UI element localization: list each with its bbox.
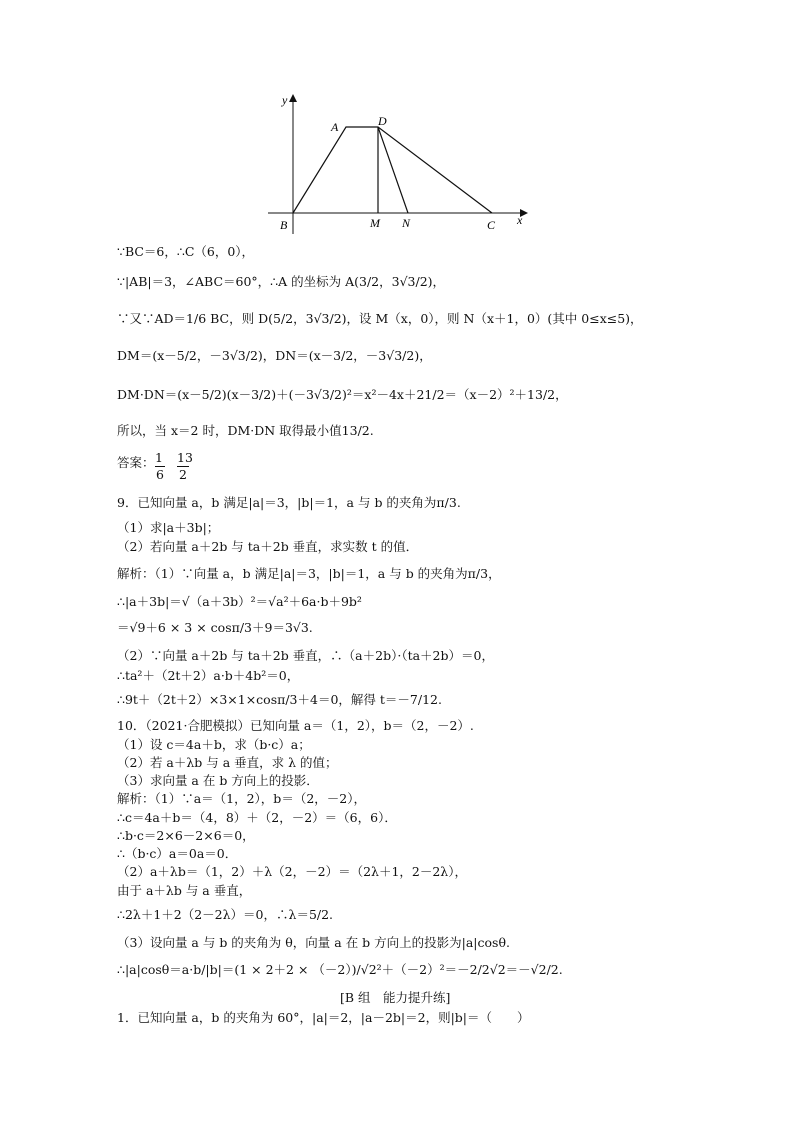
label-y: y <box>282 93 288 107</box>
text-line: ∵又∵AD＝1/6 BC，则 D(5/2，3√3/2)，设 M（x，0），则 N（x＋1，0）(其中 0≤x≤5)， <box>117 311 643 326</box>
solution-line: ∴b·c＝2×6－2×6＝0， <box>117 828 255 843</box>
question-b1: 1．已知向量 a，b 的夹角为 60°，|a|＝2，|a－2b|＝2，则|b|＝（ ） <box>117 1010 530 1025</box>
label-C: C <box>487 218 496 232</box>
solution-line: （2）a＋λb＝（1，2）＋λ（2，－2）＝（2λ＋1，2－2λ）， <box>117 864 467 879</box>
text-line: ∵BC＝6，∴C（6，0）， <box>117 244 255 259</box>
question-9-part-2: （2）若向量 a＋2b 与 ta＋2b 垂直，求实数 t 的值． <box>117 539 419 554</box>
answer-fractions <box>155 450 215 490</box>
label-N: N <box>402 216 411 230</box>
y-axis-arrow <box>289 94 297 102</box>
label-B: B <box>280 218 288 232</box>
solution-line: 解析：（1）∵a＝（1，2），b＝（2，－2）， <box>117 791 366 806</box>
text-line: 所以，当 x＝2 时，DM·DN 取得最小值13/2. <box>117 423 374 438</box>
label-D: D <box>378 114 387 128</box>
question-9-part-1: （1）求|a＋3b|； <box>117 520 220 535</box>
section-heading: [B 组 能力提升练] <box>340 990 451 1005</box>
question-10-part-1: （1）设 c＝4a＋b，求（b·c）a； <box>117 737 311 752</box>
solution-line: 解析：（1）∵向量 a，b 满足|a|＝3，|b|＝1，a 与 b 的夹角为π/3， <box>117 566 501 581</box>
answer-den-1: 6 <box>156 467 164 482</box>
label-M: M <box>370 216 380 230</box>
text-line: DM·DN＝(x－5/2)(x－3/2)＋(－3√3/2)²＝x²－4x＋21/2＝（x－2）²＋13/2， <box>117 387 568 402</box>
solution-line: ∴|a|cosθ＝a·b/|b|＝(1 × 2＋2 × （－2）)/√2²＋（－2）²＝－2/2√2＝－√2/2. <box>117 962 563 977</box>
question-10-part-2: （2）若 a＋λb 与 a 垂直，求 λ 的值； <box>117 755 338 770</box>
segment-DN <box>378 127 408 213</box>
answer-label: 答案： <box>117 455 155 470</box>
solution-line: ∴ta²＋（2t＋2）a·b＋4b²＝0， <box>117 668 300 683</box>
trapezoid-coordinate-figure <box>262 92 532 237</box>
solution-line: ∴（b·c）a＝0a＝0． <box>117 846 238 861</box>
answer-num-1: 1 <box>155 450 163 465</box>
question-9: 9．已知向量 a，b 满足|a|＝3，|b|＝1，a 与 b 的夹角为π/3. <box>117 495 461 510</box>
question-10-part-3: （3）求向量 a 在 b 方向上的投影． <box>117 773 319 788</box>
text-line: ∵|AB|＝3，∠ABC＝60°，∴A 的坐标为 A(3/2，3√3/2)， <box>117 274 446 289</box>
solution-line: ∴c＝4a＋b＝（4，8）＋（2，－2）＝（6，6）． <box>117 810 397 825</box>
solution-line: 由于 a＋λb 与 a 垂直， <box>117 883 252 898</box>
label-A: A <box>331 120 339 134</box>
solution-line: ∴|a＋3b|＝√（a＋3b）²＝√a²＋6a·b＋9b² <box>117 594 362 609</box>
solution-line: ＝√9＋6 × 3 × cosπ/3＋9＝3√3. <box>117 620 313 635</box>
solution-line: ∴9t＋（2t＋2）×3×1×cosπ/3＋4＝0，解得 t＝－7/12. <box>117 692 442 707</box>
text-line: DM＝(x－5/2，－3√3/2)，DN＝(x－3/2，－3√3/2)， <box>117 348 432 363</box>
solution-line: （2）∵向量 a＋2b 与 ta＋2b 垂直，∴（a＋2b）·（ta＋2b）＝0， <box>117 648 494 663</box>
label-x: x <box>517 213 523 227</box>
solution-line: ∴2λ＋1＋2（2－2λ）＝0，∴λ＝5/2. <box>117 907 334 922</box>
answer-num-2: 13 <box>177 450 193 465</box>
solution-line: （3）设向量 a 与 b 的夹角为 θ，向量 a 在 b 方向上的投影为|a|cosθ. <box>117 935 510 950</box>
answer-den-2: 2 <box>179 467 187 482</box>
question-10: 10．（2021·合肥模拟）已知向量 a＝（1，2），b＝（2，－2）. <box>117 718 474 733</box>
